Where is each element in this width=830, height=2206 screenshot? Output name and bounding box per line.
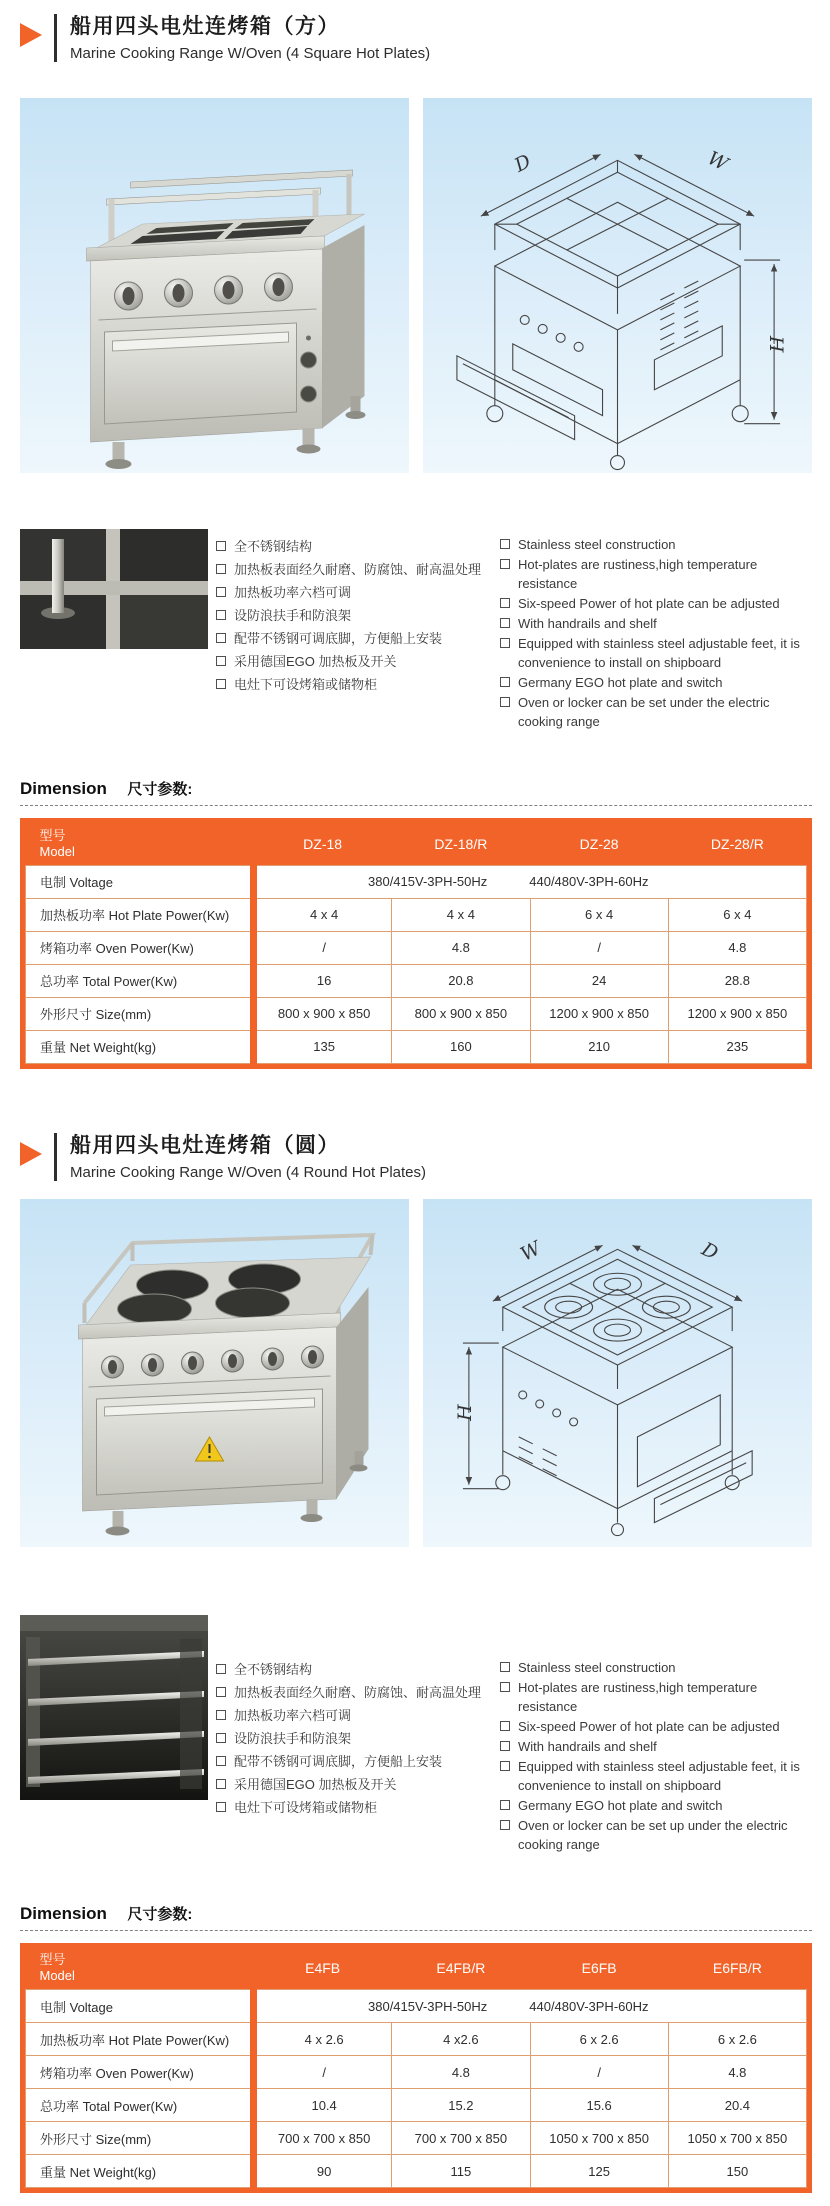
model-header-cell: E4FB	[254, 1948, 392, 1990]
spec-value: 4.8	[668, 2056, 806, 2089]
feature-item	[500, 673, 812, 692]
spec-row-label: 总功率 Total Power(Kw)	[26, 2089, 254, 2122]
spec-row-label: 重量 Net Weight(kg)	[26, 2155, 254, 2188]
feature-text: 全不锈钢结构	[234, 1661, 313, 1677]
feature-item	[216, 627, 500, 650]
spec-row	[26, 2122, 807, 2155]
spec-value: 4 x 2.6	[254, 2023, 392, 2056]
feature-text: Germany EGO hot plate and switch	[518, 1797, 723, 1813]
feature-item	[500, 535, 812, 554]
dimension-heading-en: Dimension	[20, 779, 107, 798]
feature-item	[500, 1678, 812, 1716]
feature-item	[216, 558, 500, 581]
voltage-values-cell	[254, 1990, 807, 2023]
feature-text: With handrails and shelf	[518, 616, 657, 631]
feature-item	[216, 1658, 500, 1681]
spec-value: 150	[668, 2155, 806, 2188]
spec-row-label: 烤箱功率 Oven Power(Kw)	[26, 931, 254, 964]
spec-value: /	[530, 931, 668, 964]
feature-item	[500, 555, 812, 593]
checkbox-icon	[500, 618, 510, 628]
spec-value: 20.8	[392, 964, 530, 997]
model-header-cell: E6FB/R	[668, 1948, 806, 1990]
feature-text: 设防浪扶手和防浪架	[234, 1730, 352, 1746]
feature-text: 加热板表面经久耐磨、防腐蚀、耐高温处理	[234, 1684, 482, 1700]
feature-text: Oven or locker can be set under the electric cooking range	[518, 695, 770, 729]
dimension-label-right: W	[704, 147, 732, 176]
model-label-zh: 型号	[39, 1952, 66, 1968]
square-range-drawing-art	[423, 98, 812, 473]
checkbox-icon	[500, 1662, 510, 1672]
spec-value: 6 x 4	[668, 898, 806, 931]
spec-value: 800 x 900 x 850	[254, 997, 392, 1030]
section-divider-line	[54, 14, 57, 62]
feature-text: Six-speed Power of hot plate can be adjusted	[518, 596, 780, 611]
spec-value: 20.4	[668, 2089, 806, 2122]
section-title-en: Marine Cooking Range W/Oven (4 Round Hot Plates)	[70, 1163, 427, 1181]
spec-value: 6 x 2.6	[530, 2023, 668, 2056]
checkbox-icon	[216, 1710, 226, 1720]
feature-item	[500, 1816, 812, 1854]
feature-item	[500, 693, 812, 731]
spec-row	[26, 2089, 807, 2122]
spec-value: 4.8	[392, 931, 530, 964]
checkbox-icon	[500, 677, 510, 687]
section-titles	[70, 1133, 426, 1183]
spec-value: 1200 x 900 x 850	[530, 997, 668, 1030]
feature-item	[216, 1727, 500, 1750]
spec-value: 4 x2.6	[392, 2023, 530, 2056]
spec-value: 1200 x 900 x 850	[668, 997, 806, 1030]
dimension-heading	[20, 778, 812, 806]
spec-value: /	[530, 2056, 668, 2089]
voltage-value-60hz: 440/480V-3PH-60Hz	[529, 1998, 649, 2014]
spec-value: 1050 x 700 x 850	[530, 2122, 668, 2155]
spec-value: 1050 x 700 x 850	[668, 2122, 806, 2155]
checkbox-icon	[216, 679, 226, 689]
voltage-value-50hz: 380/415V-3PH-50Hz	[368, 1998, 488, 2014]
dimension-table-square	[20, 818, 812, 1069]
spec-value: 4.8	[392, 2056, 530, 2089]
feature-text: 加热板功率六档可调	[234, 585, 352, 600]
feature-item	[500, 1717, 812, 1736]
feature-item	[216, 604, 500, 627]
checkbox-icon	[500, 1741, 510, 1751]
checkbox-icon	[216, 587, 226, 597]
checkbox-icon	[216, 1802, 226, 1812]
checkbox-icon	[500, 1800, 510, 1810]
spec-row-label: 烤箱功率 Oven Power(Kw)	[26, 2056, 254, 2089]
oven-rack-detail-photo	[20, 1615, 208, 1800]
dimension-label-right: D	[698, 1237, 722, 1265]
checkbox-icon	[500, 598, 510, 608]
section-marker-triangle-icon	[20, 23, 42, 47]
dimension-label-height: H	[765, 335, 788, 353]
spec-row	[26, 1030, 807, 1063]
section-square-hot-plates	[0, 0, 830, 1069]
checkbox-icon	[500, 638, 510, 648]
dimension-label-left: D	[511, 150, 535, 177]
dimension-heading-zh: 尺寸参数:	[127, 1905, 193, 1923]
feature-item	[500, 1796, 812, 1815]
square-range-photo-art	[20, 98, 409, 473]
spec-value: 700 x 700 x 850	[392, 2122, 530, 2155]
spec-row-label: 总功率 Total Power(Kw)	[26, 964, 254, 997]
feature-text: 电灶下可设烤箱或储物柜	[234, 677, 378, 692]
model-label-en: Model	[39, 843, 75, 859]
table-header-row	[26, 1948, 807, 1990]
feature-text: 加热板表面经久耐磨、防腐蚀、耐高温处理	[234, 562, 482, 577]
model-header-cell: DZ-18/R	[392, 823, 530, 865]
checkbox-icon	[500, 1682, 510, 1692]
spec-row-label: 电制 Voltage	[26, 865, 254, 898]
section-marker-triangle-icon	[20, 1142, 42, 1166]
spec-value: 16	[254, 964, 392, 997]
spec-value: 235	[668, 1030, 806, 1063]
checkbox-icon	[216, 633, 226, 643]
spec-value: 10.4	[254, 2089, 392, 2122]
feature-item	[500, 1658, 812, 1677]
spec-row	[26, 2023, 807, 2056]
checkbox-icon	[216, 1687, 226, 1697]
checkbox-icon	[216, 541, 226, 551]
checkbox-icon	[500, 1820, 510, 1830]
spec-row-label: 外形尺寸 Size(mm)	[26, 997, 254, 1030]
feature-item	[216, 1796, 500, 1819]
spec-row	[26, 898, 807, 931]
spec-value: 28.8	[668, 964, 806, 997]
checkbox-icon	[216, 610, 226, 620]
spec-value: 115	[392, 2155, 530, 2188]
checkbox-icon	[500, 1721, 510, 1731]
features-row	[20, 523, 812, 732]
section-divider-line	[54, 1133, 57, 1181]
feature-item	[216, 1750, 500, 1773]
features-list-en	[500, 1658, 812, 1855]
features-row	[20, 1615, 812, 1855]
product-photo-round-range	[20, 1199, 409, 1547]
feature-text: Equipped with stainless steel adjustable feet, it is convenience to install on shipboard	[518, 636, 800, 670]
spec-value: 90	[254, 2155, 392, 2188]
spec-value: 6 x 2.6	[668, 2023, 806, 2056]
model-header-cell: E4FB/R	[392, 1948, 530, 1990]
oven-rack-detail-art	[20, 1615, 208, 1800]
spec-row-label: 电制 Voltage	[26, 1990, 254, 2023]
features-list-zh	[216, 1658, 500, 1855]
section-round-hot-plates	[0, 1119, 830, 2194]
feature-item	[216, 1773, 500, 1796]
model-label-en: Model	[39, 1968, 75, 1984]
model-column-header	[26, 823, 254, 865]
hotplate-detail-photo	[20, 529, 208, 649]
spec-value: 210	[530, 1030, 668, 1063]
feature-text: Hot-plates are rustiness,high temperature resistance	[518, 1679, 758, 1714]
spec-value: 15.2	[392, 2089, 530, 2122]
spec-row	[26, 964, 807, 997]
round-range-drawing-art	[423, 1199, 812, 1547]
feature-item	[216, 1704, 500, 1727]
spec-value: 6 x 4	[530, 898, 668, 931]
feature-item	[216, 535, 500, 558]
section-title-zh: 船用四头电灶连烤箱（方）	[70, 15, 340, 38]
feature-text: Hot-plates are rustiness,high temperature resistance	[518, 557, 758, 591]
section-title-zh: 船用四头电灶连烤箱（圆）	[70, 1133, 340, 1157]
checkbox-icon	[216, 1756, 226, 1766]
feature-text: 采用德国EGO 加热板及开关	[234, 654, 397, 669]
features-list-zh	[216, 535, 500, 732]
checkbox-icon	[216, 1779, 226, 1789]
feature-item	[500, 614, 812, 633]
checkbox-icon	[216, 656, 226, 666]
feature-text: 电灶下可设烤箱或储物柜	[234, 1799, 378, 1815]
dimension-heading	[20, 1903, 812, 1931]
feature-text: Equipped with stainless steel adjustable feet, it is convenience to install on shipboard	[518, 1758, 800, 1793]
voltage-value-50hz: 380/415V-3PH-50Hz	[368, 874, 488, 889]
feature-text: Germany EGO hot plate and switch	[518, 675, 723, 690]
feature-text: 设防浪扶手和防浪架	[234, 608, 352, 623]
feature-text: 全不锈钢结构	[234, 539, 313, 554]
model-header-cell: DZ-18	[254, 823, 392, 865]
model-column-header	[26, 1948, 254, 1990]
spec-value: 4 x 4	[254, 898, 392, 931]
model-header-cell: DZ-28/R	[668, 823, 806, 865]
hotplate-detail-art	[20, 529, 208, 649]
checkbox-icon	[216, 564, 226, 574]
feature-item	[216, 1681, 500, 1704]
checkbox-icon	[500, 1761, 510, 1771]
round-range-photo-art	[20, 1199, 409, 1547]
spec-value: 700 x 700 x 850	[254, 2122, 392, 2155]
spec-row-label: 加热板功率 Hot Plate Power(Kw)	[26, 898, 254, 931]
spec-row-label: 加热板功率 Hot Plate Power(Kw)	[26, 2023, 254, 2056]
checkbox-icon	[216, 1664, 226, 1674]
model-label-zh: 型号	[39, 827, 66, 843]
table-header-row	[26, 823, 807, 865]
checkbox-icon	[500, 559, 510, 569]
spec-value: 160	[392, 1030, 530, 1063]
feature-text: Oven or locker can be set up under the electric cooking range	[518, 1817, 788, 1852]
dimension-label-height: H	[453, 1403, 476, 1421]
product-photo-square-range	[20, 98, 409, 473]
spec-value: 4 x 4	[392, 898, 530, 931]
feature-item	[500, 1757, 812, 1795]
spec-row-label: 重量 Net Weight(kg)	[26, 1030, 254, 1063]
feature-item	[500, 634, 812, 672]
spec-value: /	[254, 931, 392, 964]
feature-item	[216, 581, 500, 604]
voltage-row	[26, 865, 807, 898]
feature-text: With handrails and shelf	[518, 1738, 657, 1754]
spec-row	[26, 997, 807, 1030]
feature-text: Stainless steel construction	[518, 1659, 676, 1675]
spec-value: 135	[254, 1030, 392, 1063]
feature-text: 采用德国EGO 加热板及开关	[234, 1776, 397, 1792]
section-header	[0, 1119, 830, 1183]
spec-value: 4.8	[668, 931, 806, 964]
dimension-drawing-square-range	[423, 98, 812, 473]
dimension-heading-en: Dimension	[20, 1903, 107, 1923]
feature-text: 加热板功率六档可调	[234, 1707, 352, 1723]
spec-row	[26, 2155, 807, 2188]
product-images-row	[20, 1199, 812, 1547]
model-header-cell: DZ-28	[530, 823, 668, 865]
voltage-value-60hz: 440/480V-3PH-60Hz	[529, 874, 649, 889]
dimension-heading-zh: 尺寸参数:	[127, 781, 193, 798]
dimension-drawing-round-range	[423, 1199, 812, 1547]
spec-row	[26, 931, 807, 964]
feature-text: Stainless steel construction	[518, 537, 676, 552]
spec-row-label: 外形尺寸 Size(mm)	[26, 2122, 254, 2155]
feature-item	[500, 1737, 812, 1756]
features-list-en	[500, 535, 812, 732]
spec-value: 125	[530, 2155, 668, 2188]
dimension-table-round	[20, 1943, 812, 2194]
spec-value: 800 x 900 x 850	[392, 997, 530, 1030]
spec-value: 24	[530, 964, 668, 997]
feature-text: 配带不锈钢可调底脚，方便船上安装	[234, 1753, 443, 1769]
feature-item	[500, 594, 812, 613]
section-header	[0, 0, 830, 64]
feature-item	[216, 673, 500, 696]
spec-value: 15.6	[530, 2089, 668, 2122]
checkbox-icon	[500, 697, 510, 707]
dimension-label-left: W	[517, 1236, 545, 1266]
checkbox-icon	[500, 539, 510, 549]
section-title-en: Marine Cooking Range W/Oven (4 Square Hot Plates)	[70, 45, 431, 62]
checkbox-icon	[216, 1733, 226, 1743]
spec-value: /	[254, 2056, 392, 2089]
feature-text: 配带不锈钢可调底脚，方便船上安装	[234, 631, 443, 646]
voltage-values-cell	[254, 865, 807, 898]
product-images-row	[20, 98, 812, 473]
model-header-cell: E6FB	[530, 1948, 668, 1990]
feature-text: Six-speed Power of hot plate can be adjusted	[518, 1718, 780, 1734]
voltage-row	[26, 1990, 807, 2023]
spec-row	[26, 2056, 807, 2089]
feature-item	[216, 650, 500, 673]
section-titles	[70, 14, 430, 64]
